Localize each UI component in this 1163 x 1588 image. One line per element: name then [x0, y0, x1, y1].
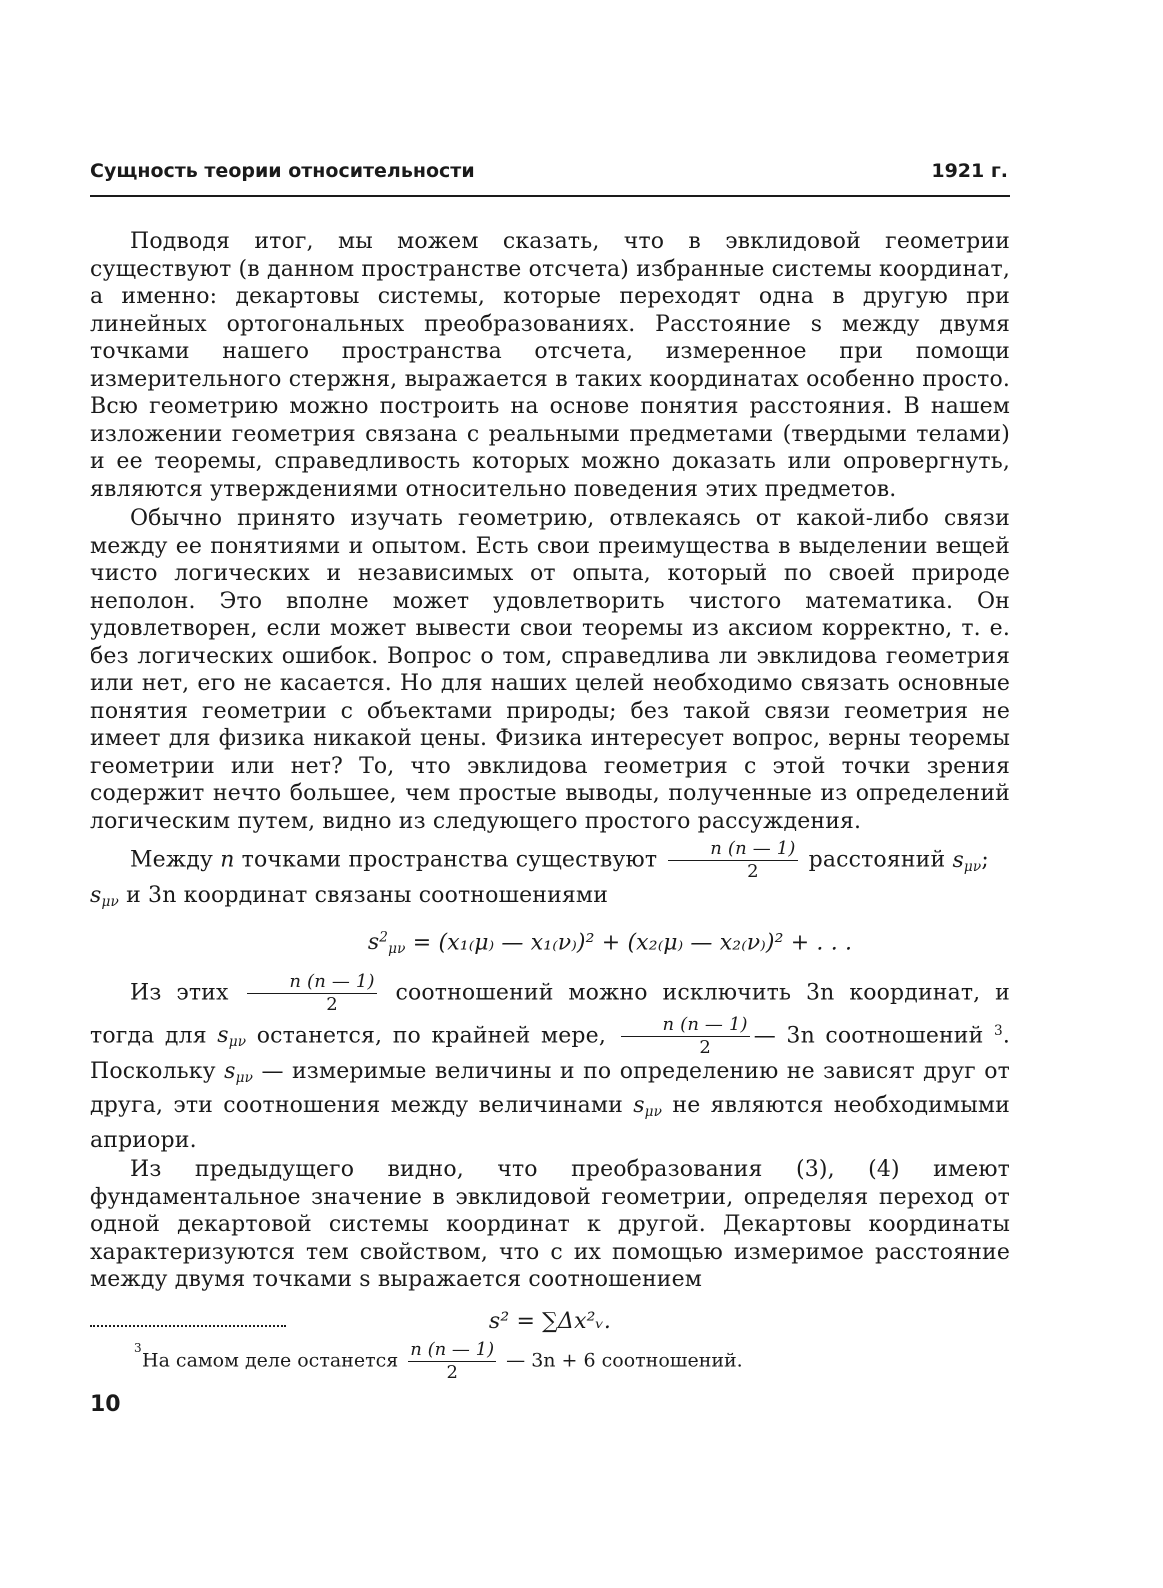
footnote-text-a: На самом деле останется: [142, 1349, 399, 1372]
footnote-rule: [90, 1325, 286, 1327]
symbol-s-mu-nu: $s_{\mu\nu}$: [217, 1023, 247, 1051]
fraction-n-n-minus-1-over-2: $\frac{n (n — 1)}{2}$: [621, 1015, 750, 1058]
var-n: n: [220, 847, 235, 873]
fraction-denominator: 2: [747, 861, 759, 882]
fraction-n-n-minus-1-over-2: $\frac{n (n — 1)}{2}$: [410, 1339, 495, 1383]
equation-1-rhs: (x₁₍μ₎ — x₁₍ν₎)² + (x₂₍μ₎ — x₂₍ν₎)² + . . .: [438, 930, 853, 956]
para3-text-b: точками пространства существуют: [241, 847, 658, 873]
paragraph-3-line-1: Между n точками пространства существуют $\frac{n (n — 1)}{2}$ расстояний $s_{\mu\nu}$;: [130, 838, 989, 882]
symbol-s-mu-nu-squared: $s^2_{\mu\nu}$: [367, 929, 406, 958]
footnote-reference: 3: [993, 1022, 1003, 1039]
footnote: [134, 1339, 942, 1383]
para3-text-c: расстояний: [808, 847, 946, 873]
paragraph-2: Обычно принято изучать геометрию, отвлекаясь от какой-либо связи между ее понятиями и опытом. Есть свои преимущества в выделении вещей чисто логических и независимых от опыта, который по своей природе неполон. Это вполне может удовлетворить чистого математика. Он удовлетворен, если может вывести свои теоремы из аксиом корректно, т. е. без логических ошибок. Вопрос о том, справедлива ли эвклидова геометрия или нет, его не касается. Но для наших целей необходимо связать основные понятия геометрии с объектами природы; без такой связи геометрия не имеет для физика никакой цены. Физика интересует вопрос, верны теоремы геометрии или нет? То, что эвклидова геометрия с этой точки зрения содержит нечто большее, чем простые выводы, полученные из определений логическим путем, видно из следующего простого рассуждения.: [90, 506, 1010, 834]
footnote-mark: 3: [134, 1341, 142, 1355]
para3-text-a: Между: [130, 847, 214, 873]
symbol-s-mu-nu: $s_{\mu\nu}$: [90, 883, 119, 911]
paragraph-1: Подводя итог, мы можем сказать, что в эвклидовой геометрии существуют (в данном пространстве отсчета) избранные системы координат, а именно: декартовы системы, которые переходят одна в другую при линейных ортогональных преобразованиях. Расстояние s между двумя точками нашего пространства отсчета, измеренное при помощи измерительного стержня, выражается в таких координатах особенно просто. Всю геометрию можно построить на основе понятия расстояния. В нашем изложении геометрия связана с реальными предметами (твердыми телами) и ее теоремы, справедливость которых можно доказать или опровергнуть, являются утверждениями относительно поведения этих предметов.: [90, 229, 1010, 502]
paragraph-4: Из этих $\frac{n (n — 1)}{2}$ соотношений можно исключить 3n координат, и тогда для $s_{\mu\nu}$ останется, по крайней мере, $\frac{n (n — 1)}{2}$ — 3n соотношений $^3$. Поскольку $s_{\mu\nu}$ — измеримые величины и по определению не зависят друг от друга, эти соотношения между величинами $s_{\mu\nu}$ не являются необходимыми априори.: [90, 970, 1010, 1153]
paragraph-5: Из предыдущего видно, что преобразования (3), (4) имеют фундаментальное значение в эвклидовой геометрии, определяя переход от одной декартовой системы координат к другой. Декартовы координаты характеризуются тем свойством, что с их помощью измеримое расстояние между двумя точками s выражается соотношением: [90, 1157, 1010, 1293]
symbol-s-mu-nu: $s_{\mu\nu}$: [952, 847, 982, 875]
para3-text-d: и: [126, 883, 141, 908]
para3-text-e: 3n: [148, 883, 177, 908]
body-text: [90, 228, 1010, 1343]
running-head-title: Сущность теории относительности: [90, 160, 475, 182]
equation-distance-components: $s^2_{\mu\nu} = (x_{1(}\mu_)$ — x₁₍ν₎)² + (x₂₍μ₎ — x₂₍ν₎)² + . . .: [367, 929, 853, 958]
running-head-year: 1921 г.: [931, 160, 1008, 182]
fraction-numerator: n (n — 1): [668, 839, 797, 861]
equation-cartesian-distance: s² = ∑Δx²ᵥ.: [488, 1308, 612, 1334]
header-rule: [90, 195, 1010, 197]
symbol-s-mu-nu: $s_{\mu\nu}$: [633, 1093, 663, 1121]
paragraph-3-line-2: [90, 882, 1010, 917]
page-number: 10: [90, 1392, 121, 1417]
para3-text-f: координат связаны соотношениями: [183, 883, 609, 908]
fraction-n-n-minus-1-over-2: $\frac{n (n — 1)}{2}$: [247, 972, 376, 1015]
symbol-s-mu-nu: $s_{\mu\nu}$: [224, 1058, 254, 1086]
fraction-n-n-minus-1-over-2: [668, 839, 797, 882]
footnote-text-b: — 3n + 6 соотношений.: [506, 1349, 743, 1372]
